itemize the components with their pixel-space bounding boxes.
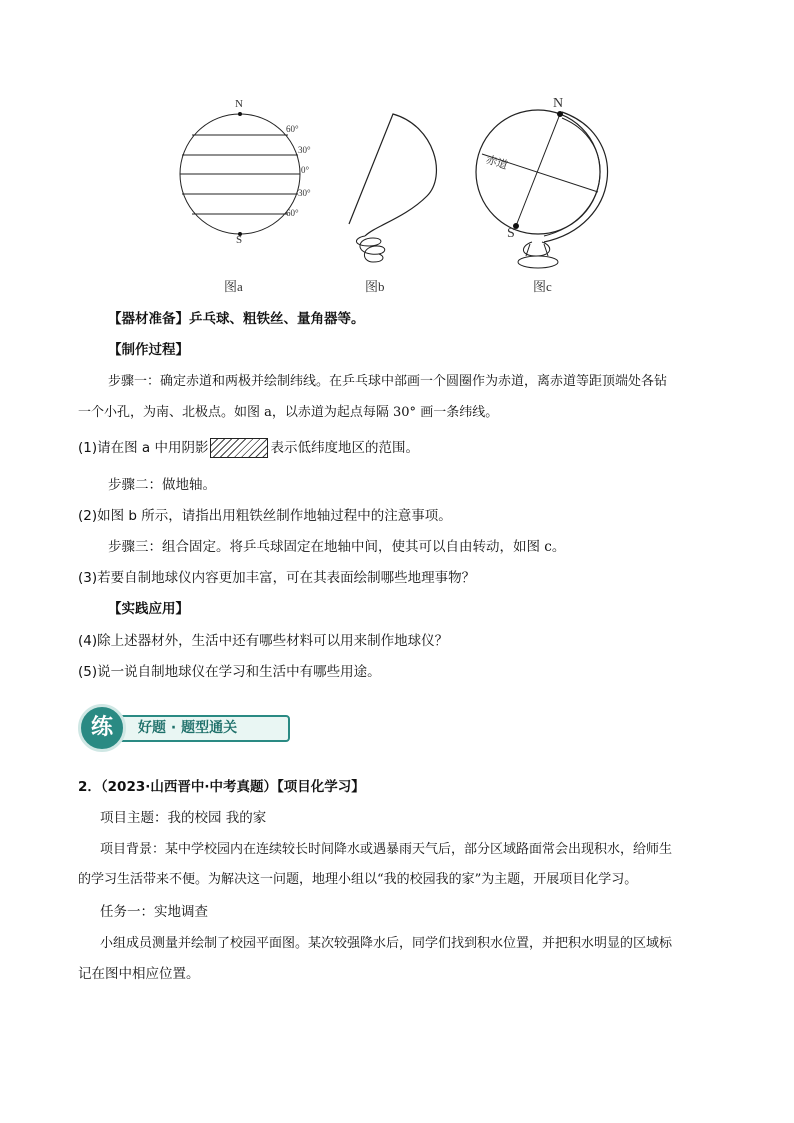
practice-heading: 【实践应用】	[108, 601, 189, 617]
figure-a	[170, 98, 330, 298]
step3-line: 步骤三：组合固定。将乒乓球固定在地轴中间，使其可以自由转动，如图 c。	[108, 539, 566, 555]
fig-a-lat-30s: 30°	[298, 188, 311, 198]
step1-line-2: 一个小孔，为南、北极点。如图 a，以赤道为起点每隔 30° 画一条纬线。	[78, 405, 499, 420]
step2-line: 步骤二：做地轴。	[108, 477, 216, 493]
fig-c-north-label: N	[553, 96, 564, 111]
fig-a-caption: 图a	[224, 279, 243, 294]
fig-b-caption: 图b	[365, 279, 385, 294]
wire-axis	[349, 114, 436, 236]
fig-c-south-label: S	[507, 226, 515, 241]
materials-line: 【器材准备】乒乓球、粗铁丝、量角器等。	[108, 311, 365, 327]
task-1-heading: 任务一：实地调查	[100, 904, 208, 920]
problem-2-number: 2．	[78, 779, 101, 795]
section-banner	[78, 704, 293, 752]
question-4: (4)除上述器材外，生活中还有哪些材料可以用来制作地球仪？	[78, 633, 449, 649]
project-background-2: 的学习生活带来不便。为解决这一问题，地理小组以“我的校园我的家”为主题，开展项目化学习。	[78, 872, 638, 887]
banner-circle-badge: 练	[78, 704, 126, 752]
north-pole-dot	[238, 112, 242, 116]
project-background-1: 项目背景：某中学校园内在连续较长时间降水或遇暴雨天气后，部分区域路面常会出现积水，给师生	[100, 842, 673, 857]
wire-coil	[356, 236, 384, 262]
stand-base	[518, 256, 558, 268]
question-2: (2)如图 b 所示，请指出用粗铁丝制作地轴过程中的注意事项。	[78, 508, 452, 524]
figure-b	[335, 106, 445, 271]
problem-2-source: （2023·山西晋中·中考真题）	[100, 779, 277, 795]
question-1-post: 表示低纬度地区的范围。	[270, 440, 419, 456]
question-5: (5)说一说自制地球仪在学习和生活中有哪些用途。	[78, 664, 381, 680]
project-theme: 项目主题：我的校园 我的家	[100, 810, 267, 826]
task-1-line-1: 小组成员测量并绘制了校园平面图。某次较强降水后，同学们找到积水位置，并把积水明显的区域标	[100, 936, 673, 951]
figure-c	[470, 96, 620, 276]
question-1	[78, 438, 419, 458]
problem-2-tag: 【项目化学习】	[277, 779, 365, 795]
fig-a-lat-60s: 60°	[286, 208, 299, 218]
globe-stand	[523, 242, 549, 256]
fig-a-north-label: N	[235, 98, 243, 110]
step1-line-1: 步骤一：确定赤道和两极并绘制纬线。在乒乓球中部画一个圆圈作为赤道，离赤道等距顶端处各钻	[108, 374, 668, 389]
fig-c-caption: 图c	[533, 279, 552, 294]
question-3: (3)若要自制地球仪内容更加丰富，可在其表面绘制哪些地理事物？	[78, 570, 476, 586]
fig-a-lat-0: 0°	[301, 165, 310, 175]
banner-title: 好题 · 题型通关	[108, 715, 290, 742]
earth-axis	[516, 114, 560, 226]
fig-a-lat-30n: 30°	[298, 145, 311, 155]
process-heading: 【制作过程】	[108, 342, 189, 358]
hatch-swatch	[210, 438, 268, 458]
fig-c-equator-label: 赤道	[484, 153, 510, 173]
question-1-pre: (1)请在图 a 中用阴影	[78, 440, 209, 456]
fig-a-lat-60n: 60°	[286, 124, 299, 134]
problem-2-header	[78, 777, 365, 797]
fig-a-south-label: S	[236, 234, 243, 246]
task-1-line-2: 记在图中相应位置。	[78, 966, 200, 982]
